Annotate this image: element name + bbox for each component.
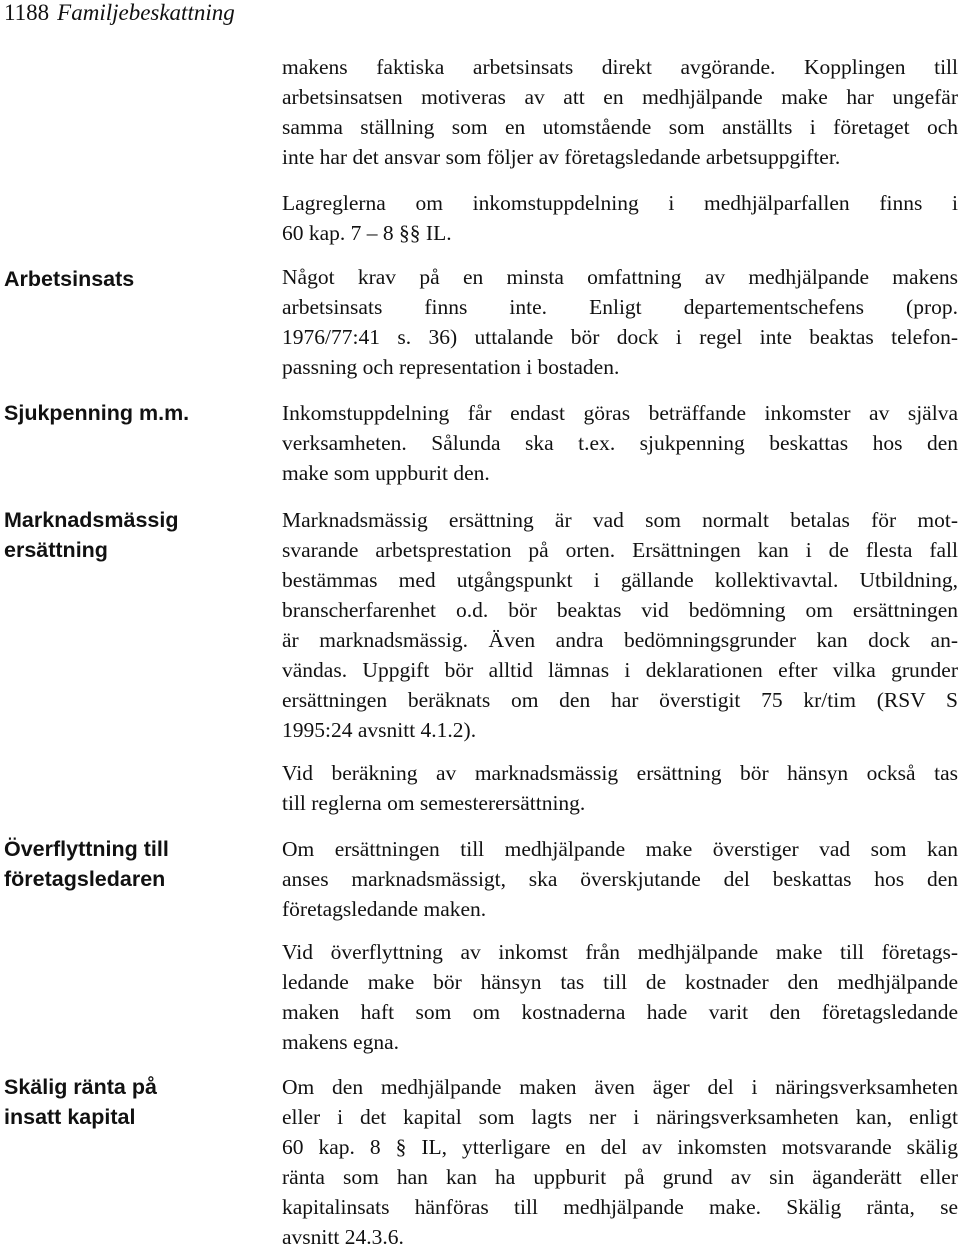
text-line: 1976/77:41 s. 36) uttalande bör dock i regel inte beaktas telefon-	[282, 325, 958, 349]
text-line: 60 kap. 8 § IL, ytterligare en del av inkomsten motsvarande skälig	[282, 1135, 958, 1159]
margin-heading-line: Arbetsinsats	[4, 267, 135, 291]
text-line: Om ersättningen till medhjälpande make överstiger vad som kan	[282, 837, 958, 861]
paragraph	[282, 758, 958, 818]
text-line: Vid överflyttning av inkomst från medhjälpande make till företags-	[282, 940, 958, 964]
margin-heading-line: ersättning	[4, 538, 108, 562]
paragraph	[282, 505, 958, 745]
text-line: branscherfarenhet o.d. bör beaktas vid bedömning om ersättningen	[282, 598, 958, 622]
text-line: Lagreglerna om inkomstuppdelning i medhjälparfallen finns i	[282, 191, 958, 215]
text-line: avsnitt 24.3.6.	[282, 1225, 404, 1249]
text-line: ränta som han kan ha uppburit på grund av sin äganderätt eller	[282, 1165, 958, 1189]
text-line: Vid beräkning av marknadsmässig ersättning bör hänsyn också tas	[282, 761, 958, 785]
margin-heading-arbetsinsats	[4, 264, 264, 294]
text-line: Marknadsmässig ersättning är vad som normalt betalas för mot-	[282, 508, 958, 532]
text-line: Inkomstuppdelning får endast göras beträffande inkomster av själva	[282, 401, 958, 425]
text-line: ledande make bör hänsyn tas till de kostnader den medhjälpande	[282, 970, 958, 994]
text-line: 1995:24 avsnitt 4.1.2).	[282, 718, 477, 742]
paragraph	[282, 398, 958, 488]
paragraph	[282, 188, 958, 248]
text-line: till reglerna om semesterersättning.	[282, 791, 586, 815]
text-line: Om den medhjälpande maken även äger del i näringsverksamheten	[282, 1075, 958, 1099]
text-line: arbetsinsats finns inte. Enligt departementschefens (prop.	[282, 295, 958, 319]
margin-heading-line: Sjukpenning m.m.	[4, 401, 190, 425]
running-head	[4, 0, 235, 28]
margin-heading-line: Överflyttning till	[4, 837, 169, 861]
text-line: samma ställning som en utomstående som anställts i företaget och	[282, 115, 958, 139]
margin-heading-sjukpenning	[4, 398, 264, 428]
text-line: inte har det ansvar som följer av företagsledande arbetsuppgifter.	[282, 145, 841, 169]
text-line: svarande arbetsprestation på orten. Ersättningen kan i de flesta fall	[282, 538, 958, 562]
text-line: ersättningen beräknats om den har överstigit 75 kr/tim (RSV S	[282, 688, 958, 712]
margin-heading-line: företagsledaren	[4, 867, 166, 891]
margin-heading-skalig-ranta	[4, 1072, 264, 1132]
margin-heading-marknadsmassig	[4, 505, 264, 565]
margin-heading-line: Marknadsmässig	[4, 508, 179, 532]
text-line: arbetsinsatsen motiveras av att en medhjälpande make har ungefär	[282, 85, 958, 109]
paragraph	[282, 262, 958, 382]
text-line: vändas. Uppgift bör alltid lämnas i deklarationen efter vilka grunder	[282, 658, 958, 682]
text-line: verksamheten. Sålunda ska t.ex. sjukpenning beskattas hos den	[282, 431, 958, 455]
margin-heading-line: Skälig ränta på	[4, 1075, 157, 1099]
text-line: makens faktiska arbetsinsats direkt avgörande. Kopplingen till	[282, 55, 958, 79]
text-line: maken haft som om kostnaderna hade varit den företagsledande	[282, 1000, 958, 1024]
paragraph	[282, 834, 958, 924]
section-title: Familjebeskattning	[57, 0, 235, 25]
text-line: passning och representation i bostaden.	[282, 355, 620, 379]
text-line: bestämmas med utgångspunkt i gällande kollektivavtal. Utbildning,	[282, 568, 958, 592]
text-line: eller i det kapital som lagts ner i näringsverksamheten kan, enligt	[282, 1105, 958, 1129]
text-line: make som uppburit den.	[282, 461, 490, 485]
margin-heading-line: insatt kapital	[4, 1105, 136, 1129]
paragraph	[282, 52, 958, 172]
paragraph	[282, 937, 958, 1057]
text-line: företagsledande maken.	[282, 897, 487, 921]
text-line: kapitalinsats hänföras till medhjälpande make. Skälig ränta, se	[282, 1195, 958, 1219]
page-number: 1188	[4, 0, 50, 25]
text-line: Något krav på en minsta omfattning av medhjälpande makens	[282, 265, 958, 289]
margin-heading-overflyttning	[4, 834, 264, 894]
text-line: är marknadsmässig. Även andra bedömningsgrunder kan dock an-	[282, 628, 958, 652]
text-line: makens egna.	[282, 1030, 400, 1054]
text-line: 60 kap. 7 – 8 §§ IL.	[282, 221, 452, 245]
text-line: anses marknadsmässigt, ska överskjutande del beskattas hos den	[282, 867, 958, 891]
paragraph	[282, 1072, 958, 1252]
